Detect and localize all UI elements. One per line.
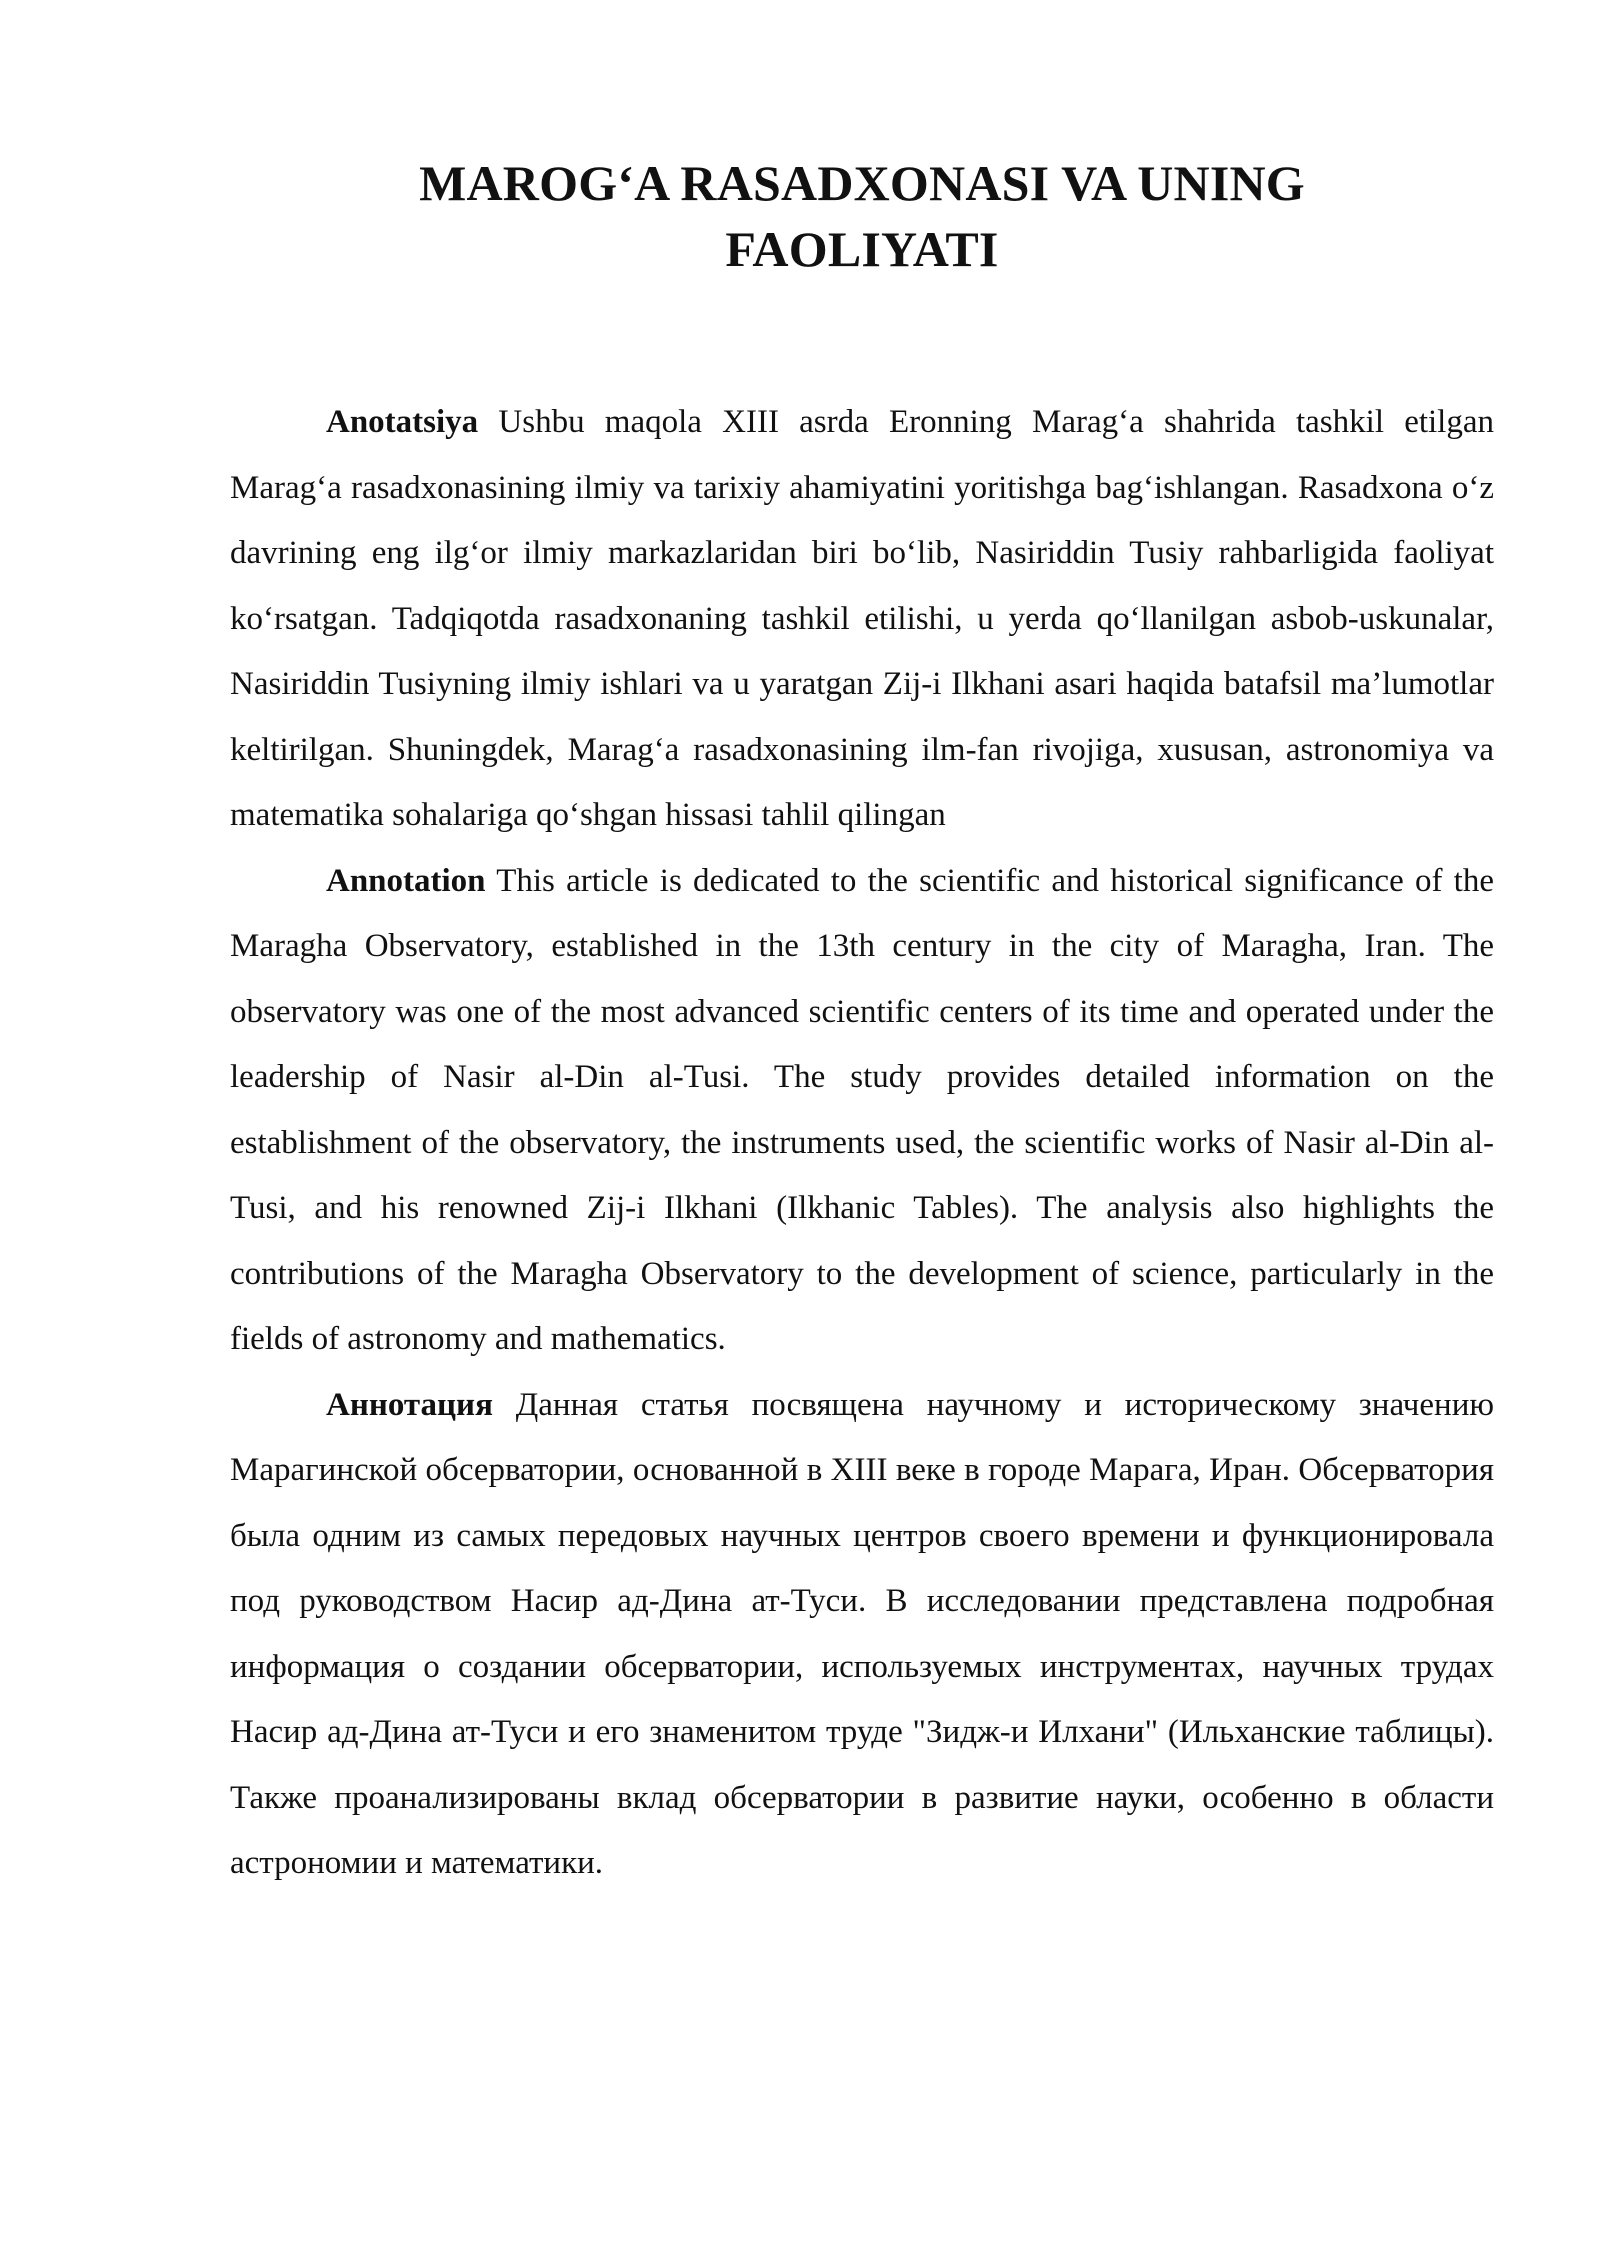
abstract-english-text: This article is dedicated to the scientific and historical significance of the Maragha Observatory, established in the 13th century in the city of Maragha, Iran. The observatory was one of the most advanced scientific centers of its time and operated under the leadership of Nasir al-Din al-Tusi. The study provides detailed information on the establishment of the observatory, the instruments used, the scientific works of Nasir al-Din al-Tusi, and his renowned Zij-i Ilkhani (Ilkhanic Tables). The analysis also highlights the contributions of the Maragha Observatory to the development of science, particularly in the fields of astronomy and mathematics. <box>230 862 1494 1357</box>
abstract-russian-text: Данная статья посвящена научному и историческому значению Марагинской обсерватории, основанной в XIII веке в городе Марага, Иран. Обсерватория была одним из самых передовых научных центров своего времени и функционировала под руководством Насир ад-Дина ат-Туси. В исследовании представлена подробная информация о создании обсерватории, используемых инструментах, научных трудах Насир ад-Дина ат-Туси и его знаменитом труде "Зидж-и Илхани" (Ильханские таблицы). Также проанализированы вклад обсерватории в развитие науки, особенно в области астрономии и математики. <box>230 1386 1495 1881</box>
abstract-uzbek-text: Ushbu maqola XIII asrda Eronning Marag‘a shahrida tashkil etilgan Marag‘a rasadxonasining ilmiy va tarixiy ahamiyatini yoritishga bag‘ishlangan. Rasadxona o‘z davrining eng ilg‘or ilmiy markazlaridan biri bo‘lib, Nasiriddin Tusiy rahbarligida faoliyat ko‘rsatgan. Tadqiqotda rasadxonaning tashkil etilishi, u yerda qo‘llanilgan asbob-uskunalar, Nasiriddin Tusiyning ilmiy ishlari va u yaratgan Zij-i Ilkhani asari haqida batafsil ma’lumotlar keltirilgan. Shuningdek, Marag‘a rasadxonasining ilm-fan rivojiga, xususan, astronomiya va matematika sohalariga qo‘shgan hissasi tahlil qilingan <box>230 404 1494 833</box>
article-title-line-1: MAROG‘A RASADXONASI VA UNING <box>419 155 1305 211</box>
article-title <box>230 150 1494 282</box>
abstract-russian <box>230 1373 1494 1897</box>
abstract-uzbek-label: Anotatsiya <box>326 404 479 440</box>
article-title-line-2: FAOLIYATI <box>725 221 999 277</box>
document-page <box>230 0 1494 2262</box>
abstract-english-label: Annotation <box>326 862 486 899</box>
abstract-russian-label: Аннотация <box>326 1386 493 1423</box>
abstract-english <box>230 849 1494 1373</box>
abstracts-section <box>230 390 1494 1897</box>
abstract-uzbek <box>230 390 1494 849</box>
